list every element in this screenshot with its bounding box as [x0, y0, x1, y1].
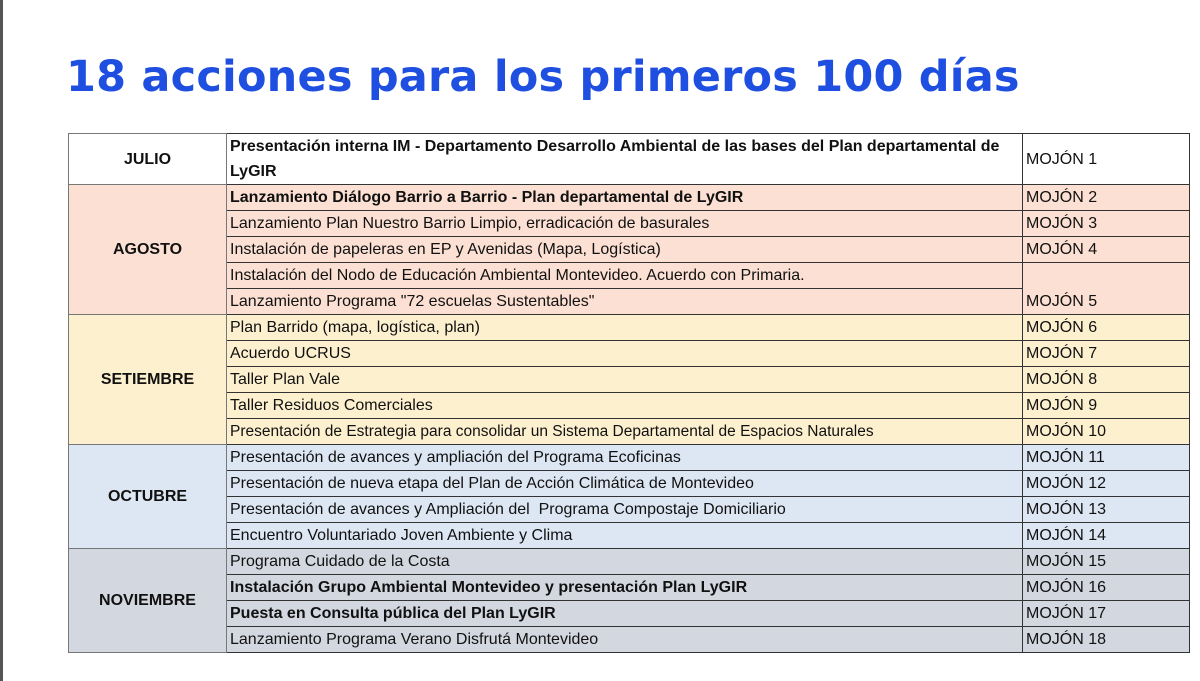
mojon-cell: MOJÓN 9	[1023, 393, 1190, 419]
action-cell: Puesta en Consulta pública del Plan LyGIR	[227, 601, 1023, 627]
table-row	[69, 601, 1190, 627]
table-row	[69, 497, 1190, 523]
action-cell: Lanzamiento Programa Verano Disfrutá Montevideo	[227, 627, 1023, 653]
table-row	[69, 237, 1190, 263]
mojon-cell: MOJÓN 11	[1023, 445, 1190, 471]
month-setiembre: SETIEMBRE	[69, 315, 227, 445]
table-row	[69, 211, 1190, 237]
action-cell: Presentación de avances y Ampliación del Programa Compostaje Domiciliario	[227, 497, 1023, 523]
table-row	[69, 289, 1190, 315]
table-row	[69, 341, 1190, 367]
actions-table	[68, 133, 1190, 653]
mojon-cell: MOJÓN 5	[1023, 263, 1190, 315]
action-cell: Encuentro Voluntariado Joven Ambiente y Clima	[227, 523, 1023, 549]
table-row	[69, 445, 1190, 471]
action-cell: Taller Residuos Comerciales	[227, 393, 1023, 419]
month-noviembre: NOVIEMBRE	[69, 549, 227, 653]
month-julio: JULIO	[69, 134, 227, 185]
table-row	[69, 575, 1190, 601]
table-row	[69, 471, 1190, 497]
table-row	[69, 393, 1190, 419]
mojon-cell: MOJÓN 2	[1023, 185, 1190, 211]
mojon-cell: MOJÓN 12	[1023, 471, 1190, 497]
action-cell: Instalación del Nodo de Educación Ambiental Montevideo. Acuerdo con Primaria.	[227, 263, 1023, 289]
action-cell: Instalación Grupo Ambiental Montevideo y presentación Plan LyGIR	[227, 575, 1023, 601]
table-row	[69, 367, 1190, 393]
mojon-cell: MOJÓN 4	[1023, 237, 1190, 263]
table-row	[69, 263, 1190, 289]
action-cell: Programa Cuidado de la Costa	[227, 549, 1023, 575]
action-cell: Taller Plan Vale	[227, 367, 1023, 393]
month-agosto: AGOSTO	[69, 185, 227, 315]
left-edge-rule	[0, 0, 3, 681]
table-row	[69, 315, 1190, 341]
mojon-cell: MOJÓN 13	[1023, 497, 1190, 523]
page-title: 18 acciones para los primeros 100 días	[66, 52, 1020, 102]
action-cell: Presentación de nueva etapa del Plan de Acción Climática de Montevideo	[227, 471, 1023, 497]
table-row	[69, 419, 1190, 445]
action-cell: Instalación de papeleras en EP y Avenidas (Mapa, Logística)	[227, 237, 1023, 263]
mojon-cell: MOJÓN 7	[1023, 341, 1190, 367]
action-cell: Presentación interna IM - Departamento Desarrollo Ambiental de las bases del Plan departamental de LyGIR	[227, 134, 1023, 185]
mojon-cell: MOJÓN 16	[1023, 575, 1190, 601]
mojon-cell: MOJÓN 1	[1023, 134, 1190, 185]
mojon-cell: MOJÓN 14	[1023, 523, 1190, 549]
month-octubre: OCTUBRE	[69, 445, 227, 549]
mojon-cell: MOJÓN 15	[1023, 549, 1190, 575]
action-cell: Lanzamiento Plan Nuestro Barrio Limpio, erradicación de basurales	[227, 211, 1023, 237]
action-cell: Presentación de avances y ampliación del Programa Ecoficinas	[227, 445, 1023, 471]
mojon-cell: MOJÓN 18	[1023, 627, 1190, 653]
action-cell: Lanzamiento Diálogo Barrio a Barrio - Plan departamental de LyGIR	[227, 185, 1023, 211]
action-cell: Plan Barrido (mapa, logística, plan)	[227, 315, 1023, 341]
table-row	[69, 185, 1190, 211]
mojon-cell: MOJÓN 8	[1023, 367, 1190, 393]
action-cell: Acuerdo UCRUS	[227, 341, 1023, 367]
table-row	[69, 523, 1190, 549]
table-row	[69, 549, 1190, 575]
mojon-cell: MOJÓN 17	[1023, 601, 1190, 627]
mojon-cell: MOJÓN 3	[1023, 211, 1190, 237]
mojon-cell: MOJÓN 6	[1023, 315, 1190, 341]
action-cell: Lanzamiento Programa "72 escuelas Sustentables"	[227, 289, 1023, 315]
table-row	[69, 134, 1190, 185]
table-row	[69, 627, 1190, 653]
action-cell: Presentación de Estrategia para consolidar un Sistema Departamental de Espacios Naturales	[227, 419, 1023, 445]
mojon-cell: MOJÓN 10	[1023, 419, 1190, 445]
